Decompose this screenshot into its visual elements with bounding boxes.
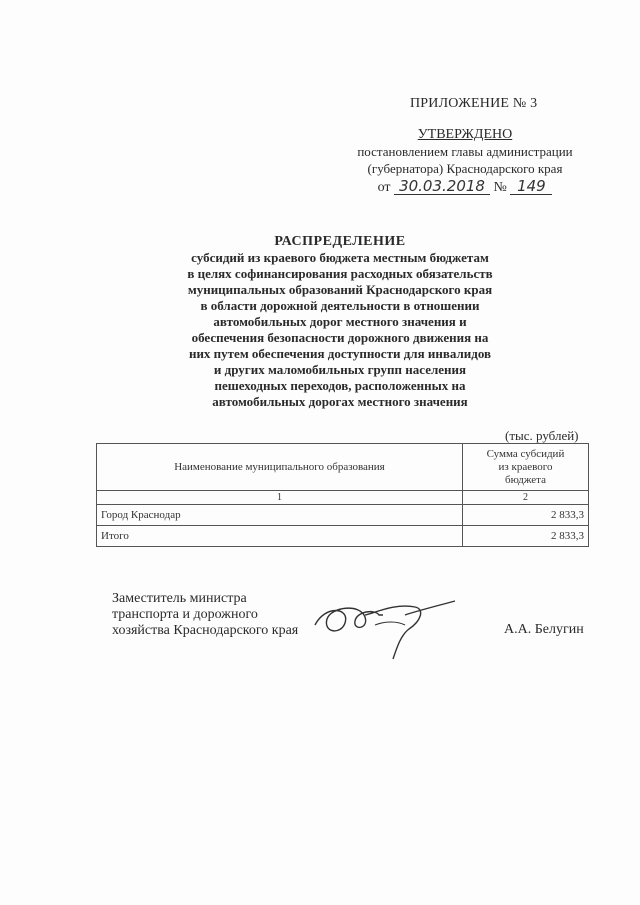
- decree-date: 30.03.2018: [394, 178, 490, 195]
- title-line: и других маломобильных групп населения: [213, 362, 467, 377]
- title-line: в области дорожной деятельности в отношении: [200, 298, 480, 313]
- title-line: муниципальных образований Краснодарского края: [187, 282, 493, 297]
- signer-line: Заместитель министра: [112, 591, 247, 606]
- handwritten-signature: [305, 585, 475, 665]
- decree-number: 149: [510, 178, 552, 195]
- title-line: в целях софинансирования расходных обязательств: [187, 266, 493, 281]
- signer-name: А.А. Белугин: [504, 622, 584, 637]
- column-number: 1: [97, 491, 463, 505]
- title-line: обеспечения безопасности дорожного движения на: [191, 330, 489, 345]
- header-amount-line: из краевого: [498, 460, 553, 473]
- municipality-name: Город Краснодар: [97, 505, 463, 526]
- unit-label: (тыс. рублей): [505, 428, 579, 443]
- table-header-row: [97, 444, 589, 491]
- title-line: автомобильных дорогах местного значения: [212, 394, 468, 409]
- total-label: Итого: [97, 526, 463, 547]
- decree-line-1: постановлением главы администрации: [357, 144, 573, 159]
- decree-line-2: (губернатора) Краснодарского края: [367, 161, 563, 176]
- signer-line: транспорта и дорожного: [112, 607, 258, 622]
- table-row: [97, 505, 589, 526]
- approval-block: [340, 126, 590, 196]
- signer-line: хозяйства Краснодарского края: [112, 623, 299, 638]
- title-line: автомобильных дорог местного значения и: [213, 314, 467, 329]
- number-label: №: [493, 180, 507, 195]
- signer-position: [112, 591, 298, 639]
- title-line: пешеходных переходов, расположенных на: [214, 378, 466, 393]
- table-row: [97, 526, 589, 547]
- column-number: 2: [462, 491, 588, 505]
- header-amount-line: Сумма субсидий: [486, 447, 565, 460]
- title-block: [160, 234, 520, 410]
- title-line: них путем обеспечения доступности для инвалидов: [188, 346, 492, 361]
- subsidy-amount: 2 833,3: [462, 505, 588, 526]
- from-label: от: [377, 180, 391, 195]
- appendix-label: ПРИЛОЖЕНИЕ № 3: [410, 96, 538, 111]
- header-cell-name: Наименование муниципального образования: [97, 444, 463, 491]
- total-amount: 2 833,3: [462, 526, 588, 547]
- title-line: субсидий из краевого бюджета местным бюджетам: [191, 250, 489, 265]
- document-title: РАСПРЕДЕЛЕНИЕ: [274, 234, 406, 249]
- decree-date-line: [340, 178, 590, 196]
- column-number-row: [97, 491, 589, 505]
- header-amount-line: бюджета: [504, 473, 546, 486]
- approved-label: УТВЕРЖДЕНО: [417, 127, 513, 142]
- distribution-table: [96, 443, 589, 547]
- header-cell-amount: [462, 444, 588, 491]
